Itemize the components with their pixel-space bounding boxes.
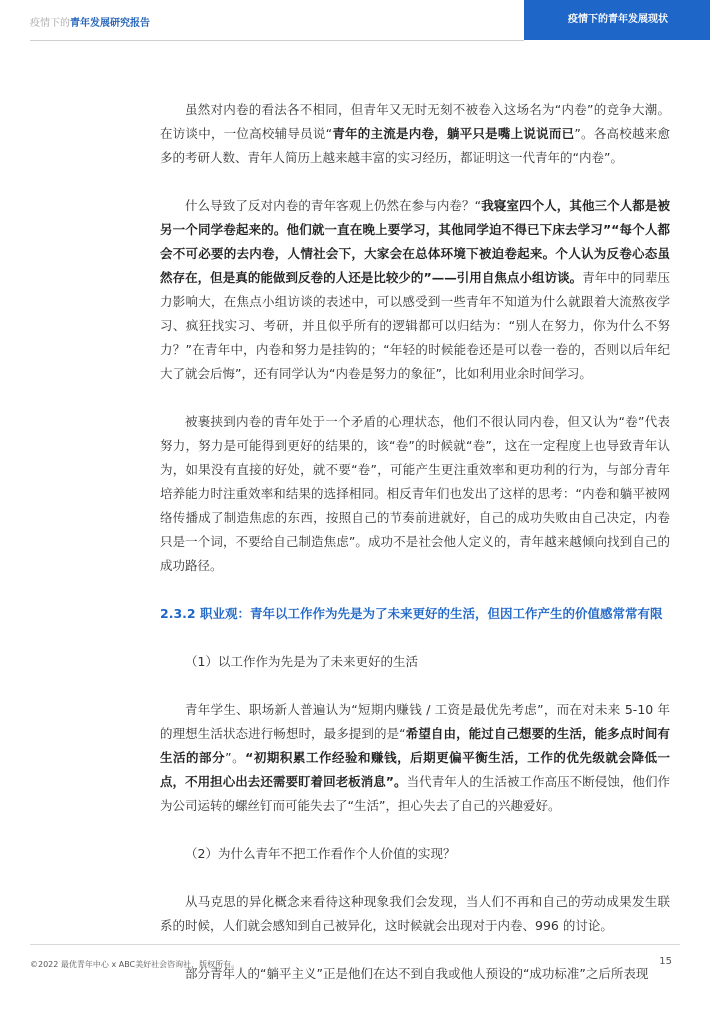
text-run: ”。各高校越来愈多的考研人数、青年人简历上越来越丰富的实习经历，都证明这一代青年的“内卷”。 [160,126,670,165]
emphasis-text: 希望自由，能过自己想要的生活，能多点时间有生活的部分 [160,726,670,765]
text-run: ”。 [225,750,246,765]
text-run: 当代青年人的生活被工作高压不断侵蚀，他们作为公司运转的螺丝钉而可能失去了“生活”，担心失去了自己的兴趣爱好。 [160,774,670,813]
paragraph-1 [160,98,670,170]
text-run: 青年中的同辈压力影响大，在焦点小组访谈的表述中，可以感受到一些青年不知道为什么就跟着大流熬夜学习、疯狂找实习、考研，并且似乎所有的逻辑都可以归结为：“别人在努力，你为什么不努力？”在青年中，内卷和努力是挂钩的；“年轻的时候能卷还是可以卷一卷的，否则以后年纪大了就会后悔”，还有同学认为“内卷是努力的象征”，比如利用业余时间学习。 [160,270,670,381]
text-run: 虽然对内卷的看法各不相同，但青年又无时无刻不被卷入这场名为“内卷”的竞争大潮。在访谈中，一位高校辅导员说“ [160,102,670,141]
footer-copyright: ©2022 最优青年中心 x ABC美好社会咨询社，版权所有。 [30,960,240,969]
report-title-prefix: 疫情下的 [30,18,70,29]
body-content [160,98,670,1010]
subheading-1: （1）以工作作为先是为了未来更好的生活 [185,654,418,669]
page-number: 15 [659,956,672,967]
report-title-main: 青年发展研究报告 [70,18,150,29]
text-run: 青年学生、职场新人普遍认为“短期内赚钱 / 工资是最优先考虑”，而在对未来 5-10 年的理想生活状态进行畅想时，最多提到的是“ [160,702,670,741]
paragraph-5: 从马克思的异化概念来看待这种现象我们会发现，当人们不再和自己的劳动成果发生联系的时候，人们就会感知到自己被异化，这时候就会出现对于内卷、996 的讨论。 [160,894,670,933]
paragraph-4 [160,698,670,818]
emphasis-text: “初期积累工作经验和赚钱，后期更偏平衡生活，工作的优先级就会降低一点，不用担心出去还需要盯着回老板消息”。 [160,750,670,789]
text-run: 什么导致了反对内卷的青年客观上仍然在参与内卷？“ [185,198,482,213]
emphasis-text: 青年的主流是内卷，躺平只是嘴上说说而已 [332,126,575,141]
header-divider [30,40,524,41]
paragraph-3 [160,410,670,578]
page-header [0,0,710,40]
subheading-2: （2）为什么青年不把工作看作个人价值的实现？ [185,846,456,861]
text-run: 被裹挟到内卷的青年处于一个矛盾的心理状态，他们不很认同内卷，但又认为“卷”代表努力，努力是可能得到更好的结果的，该“卷”的时候就“卷”，这在一定程度上也导致青年认为，如果没有直接的好处，就不要“卷”，可能产生更注重效率和更功利的行为，与部分青年培养能力时注重效率和结果的选择相同。相反青年们也发出了这样的思考：“内卷和躺平被网络传播成了制造焦虑的东西，按照自己的节奏前进就好，自己的成功失败由自己决定，内卷只是一个词，不要给自己制造焦虑”。成功不是社会他人定义的，青年越来越倾向找到自己的成功路径。 [160,414,670,573]
footer-divider [30,944,680,945]
section-heading: 2.3.2 职业观：青年以工作作为先是为了未来更好的生活，但因工作产生的价值感常常有限 [160,606,663,621]
paragraph-6: 部分青年人的“躺平主义”正是他们在达不到自我或他人预设的“成功标准”之后所表现 [185,966,649,981]
chapter-tab [524,0,710,40]
emphasis-text: 我寝室四个人，其他三个人都是被另一个同学卷起来的。他们就一直在晚上要学习，其他同学迫不得已下床去学习”“每个人都会不可必要的去内卷，人情社会下，大家会在总体环境下被迫卷起来。个人认为反卷心态虽然存在，但是真的能做到反卷的人还是比较少的”——引用自焦点小组访谈。 [160,198,670,285]
chapter-title: 疫情下的青年发展现状 [568,14,668,25]
report-title [30,14,150,29]
paragraph-2 [160,194,670,386]
